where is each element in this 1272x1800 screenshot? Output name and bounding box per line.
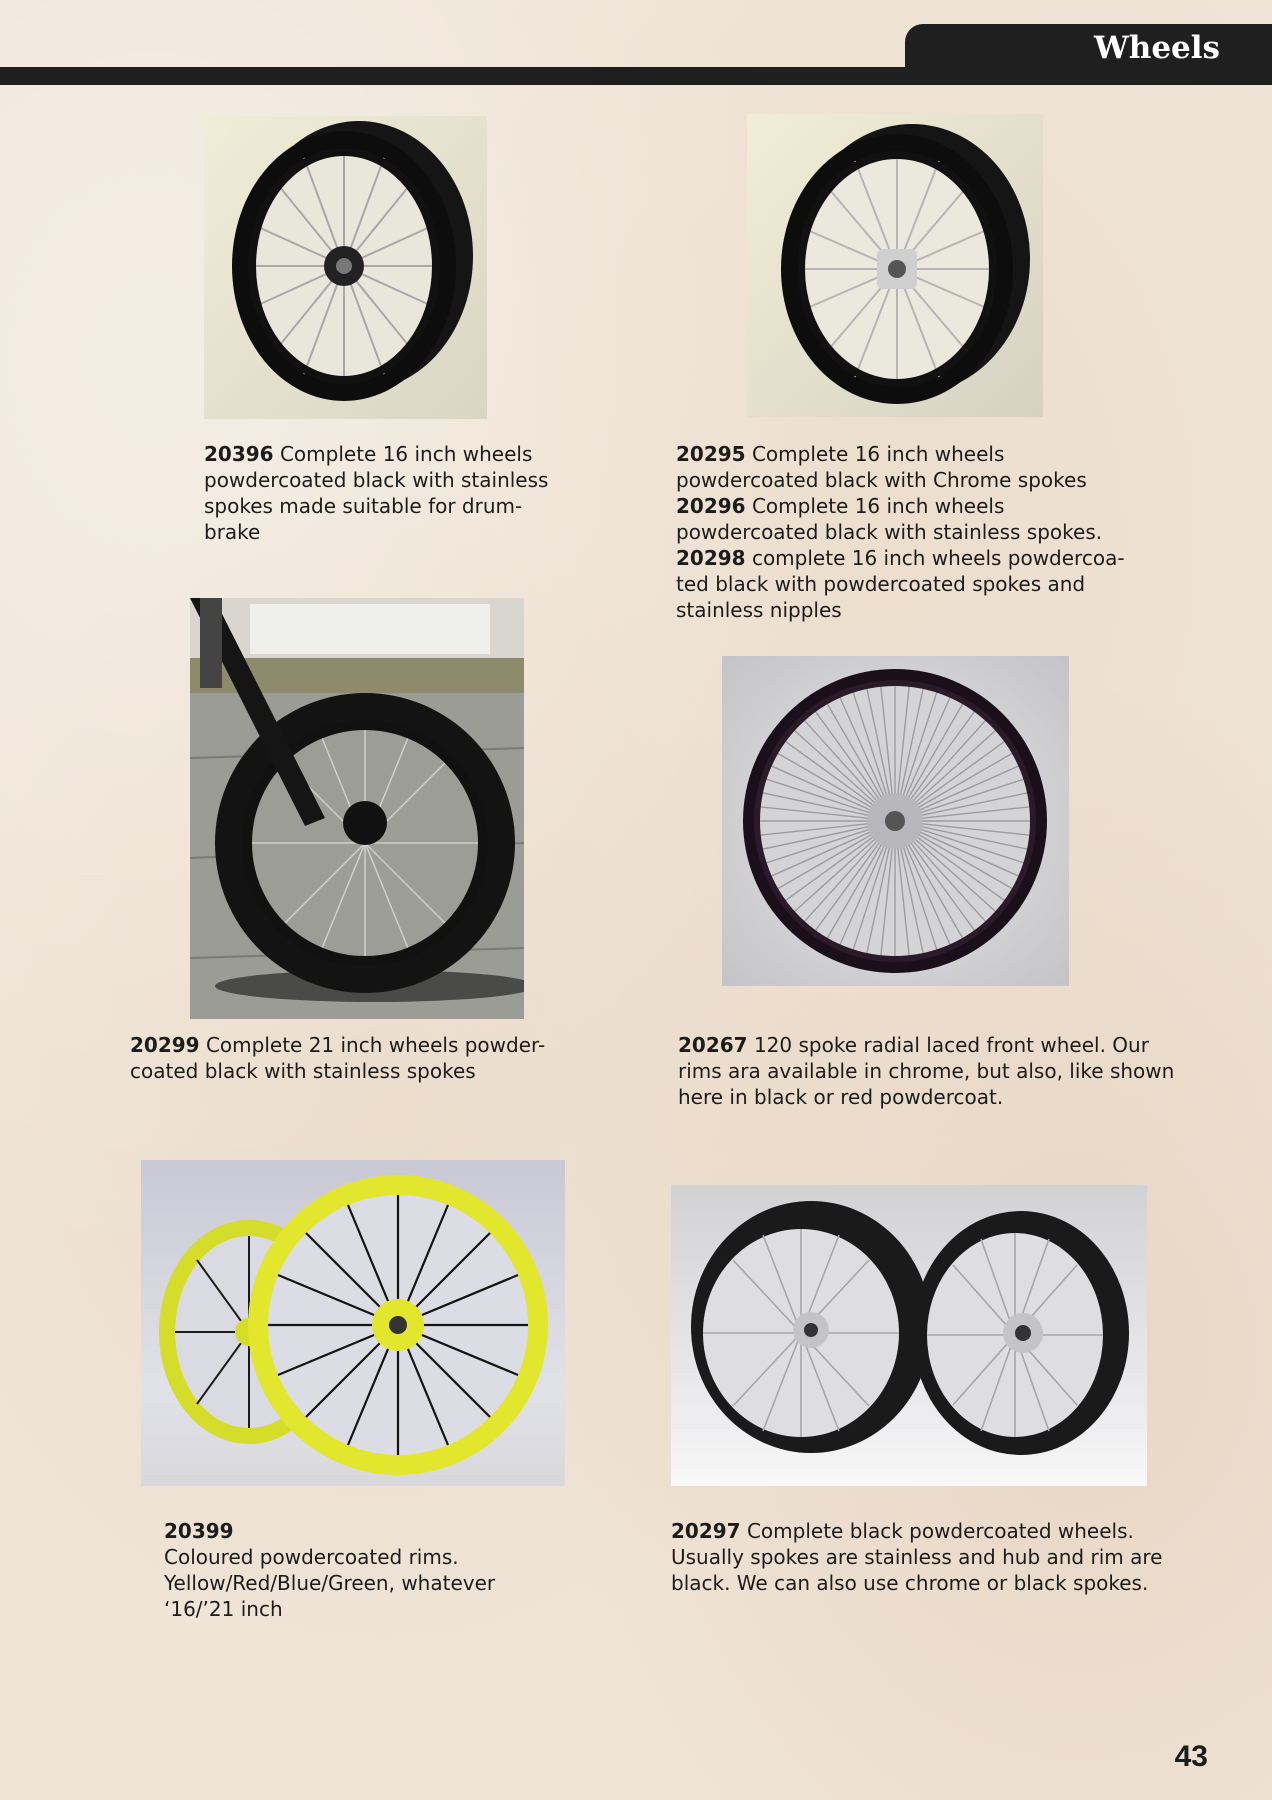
caption-20299 <box>130 1032 545 1084</box>
caption-line: Complete 16 inch wheels <box>745 494 1005 518</box>
caption-line: powdercoated black with Chrome spokes <box>676 468 1087 492</box>
caption-20295-20296-20298 <box>676 441 1125 623</box>
caption-line: black. We can also use chrome or black spokes. <box>671 1571 1149 1595</box>
caption-line: powdercoated black with stainless <box>204 468 549 492</box>
caption-line: Complete 16 inch wheels <box>273 442 533 466</box>
caption-line: Usually spokes are stainless and hub and rim are <box>671 1545 1163 1569</box>
product-code: 20299 <box>130 1033 200 1057</box>
product-code: 20399 <box>164 1519 234 1543</box>
product-code: 20295 <box>676 442 746 466</box>
caption-line: spokes made suitable for drum- <box>204 494 523 518</box>
photo-wheel-20267 <box>722 656 1069 986</box>
caption-line: ‘16/’21 inch <box>164 1597 283 1621</box>
caption-line: here in black or red powdercoat. <box>678 1085 1004 1109</box>
page-number: 43 <box>1174 1740 1208 1773</box>
product-code: 20267 <box>678 1033 748 1057</box>
caption-line: Complete black powdercoated wheels. <box>740 1519 1134 1543</box>
caption-line: complete 16 inch wheels powdercoa- <box>745 546 1125 570</box>
caption-20267 <box>678 1032 1174 1110</box>
photo-wheel-20297 <box>671 1185 1147 1486</box>
caption-line: Coloured powdercoated rims. <box>164 1545 459 1569</box>
page-title: Wheels <box>1093 30 1220 66</box>
caption-line: powdercoated black with stainless spokes. <box>676 520 1103 544</box>
caption-line: rims ara available in chrome, but also, like shown <box>678 1059 1175 1083</box>
caption-20399 <box>164 1518 495 1622</box>
caption-line: Complete 21 inch wheels powder- <box>199 1033 546 1057</box>
photo-wheel-20396 <box>204 116 487 419</box>
product-code: 20296 <box>676 494 746 518</box>
photo-wheel-20295 <box>747 114 1043 417</box>
product-code: 20297 <box>671 1519 741 1543</box>
caption-line: 120 spoke radial laced front wheel. Our <box>747 1033 1149 1057</box>
photo-wheel-20399 <box>141 1160 565 1486</box>
caption-line: Complete 16 inch wheels <box>745 442 1005 466</box>
caption-line: Yellow/Red/Blue/Green, whatever <box>164 1571 496 1595</box>
caption-line: coated black with stainless spokes <box>130 1059 476 1083</box>
caption-line: stainless nipples <box>676 598 842 622</box>
caption-line: ted black with powdercoated spokes and <box>676 572 1086 596</box>
product-code: 20396 <box>204 442 274 466</box>
caption-20396 <box>204 441 548 545</box>
caption-20297 <box>671 1518 1162 1596</box>
product-code: 20298 <box>676 546 746 570</box>
caption-line: brake <box>204 520 261 544</box>
photo-wheel-20299 <box>190 598 524 1019</box>
